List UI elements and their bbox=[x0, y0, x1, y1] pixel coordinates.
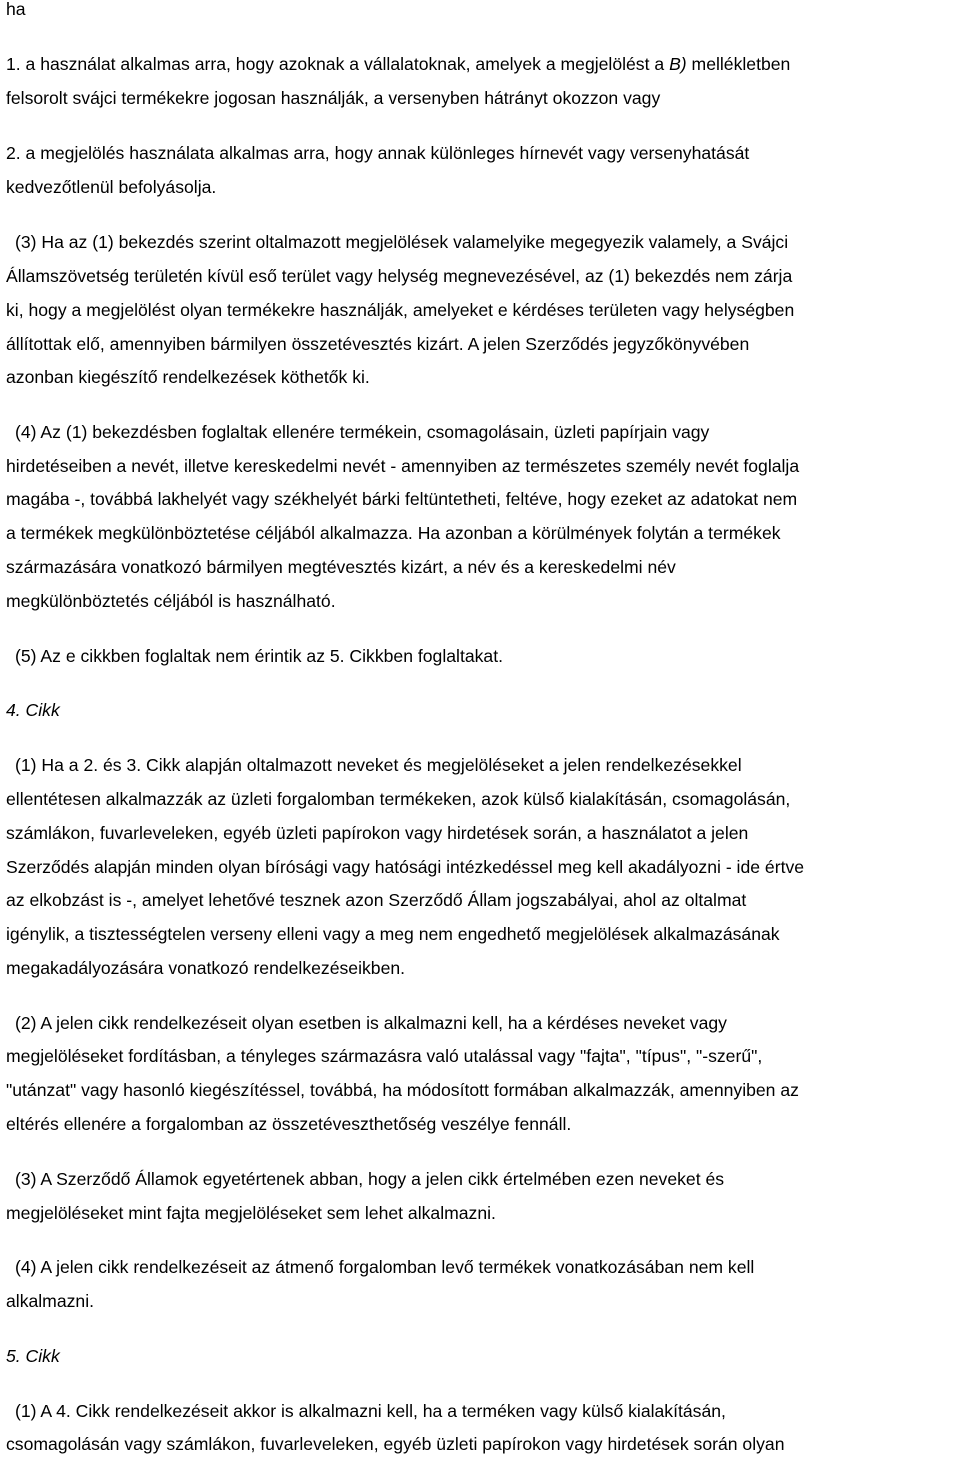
text-line: Államszövetség területén kívül eső terület vagy helység megnevezésével, az (1) bekezdés nem zárja bbox=[6, 266, 793, 286]
text-line: hirdetéseiben a nevét, illetve kereskedelmi nevét - amennyiben az természetes személy nevét foglalja bbox=[6, 456, 800, 476]
text-line: "utánzat" vagy hasonló kiegészítéssel, továbbá, ha módosított formában alkalmazzák, amennyiben az bbox=[6, 1080, 799, 1100]
text-line: Szerződés alapján minden olyan bírósági vagy hatósági intézkedéssel meg kell akadályozni - ide értve bbox=[6, 857, 805, 877]
text-line: ellentétesen alkalmazzák az üzleti forgalomban termékeken, azok külső kialakításán, csomagolásán, bbox=[6, 789, 791, 809]
text-line: származására vonatkozó bármilyen megtévesztés kizárt, a név és a kereskedelmi név bbox=[6, 557, 676, 577]
list-item-1-text-end: mellékletben bbox=[686, 54, 791, 74]
annex-reference: B) bbox=[669, 54, 687, 74]
text-line: azonban kiegészítő rendelkezések köthetők ki. bbox=[6, 367, 370, 387]
text-line: igénylik, a tisztességtelen verseny elleni vagy a meg nem engedhető megjelölések alkalmazásának bbox=[6, 924, 780, 944]
article-4-paragraph-1-start: (1) Ha a 2. és 3. Cikk alapján oltalmazott neveket és megjelöléseket a jelen rendelkezésekkel bbox=[15, 755, 742, 775]
text-line: csomagolásán vagy számlákon, fuvarleveleken, egyéb üzleti papírokon vagy hirdetések során olyan bbox=[6, 1434, 785, 1454]
text-line: ki, hogy a megjelölést olyan termékekre használják, amelyeket e kérdéses területen vagy helységben bbox=[6, 300, 795, 320]
paragraph-3-start: (3) Ha az (1) bekezdés szerint oltalmazott megjelölések valamelyike megegyezik valamely, a Svájci bbox=[15, 232, 789, 252]
article-4-paragraph-2-start: (2) A jelen cikk rendelkezéseit olyan esetben is alkalmazni kell, ha a kérdéses neveket vagy bbox=[15, 1013, 727, 1033]
text-line: a termékek megkülönböztetése céljából alkalmazza. Ha azonban a körülmények folytán a termékek bbox=[6, 523, 781, 543]
text-line: eltérés ellenére a forgalomban az összetéveszthetőség veszélye fennáll. bbox=[6, 1114, 572, 1134]
text-line: megakadályozására vonatkozó rendelkezéseikben. bbox=[6, 958, 406, 978]
text-line: kedvezőtlenül befolyásolja. bbox=[6, 177, 217, 197]
text-line: számlákon, fuvarleveleken, egyéb üzleti papírokon vagy hirdetések során, a használatot a jelen bbox=[6, 823, 749, 843]
article-5-heading: 5. Cikk bbox=[6, 1346, 60, 1366]
text-line: alkalmazni. bbox=[6, 1291, 95, 1311]
article-5-paragraph-1-start: (1) A 4. Cikk rendelkezéseit akkor is alkalmazni kell, ha a terméken vagy külső kialakításán, bbox=[15, 1401, 726, 1421]
list-item-1-text: 1. a használat alkalmas arra, hogy azoknak a vállalatoknak, amelyek a megjelölést a bbox=[6, 54, 670, 74]
paragraph-4-start: (4) Az (1) bekezdésben foglaltak ellenére termékein, csomagolásain, üzleti papírjain vagy bbox=[15, 422, 710, 442]
text-line: megjelöléseket mint fajta megjelöléseket sem lehet alkalmazni. bbox=[6, 1203, 496, 1223]
text-line: magába -, továbbá lakhelyét vagy székhelyét bárki feltüntetheti, feltéve, hogy ezeket az adatokat nem bbox=[6, 489, 798, 509]
list-item-2: 2. a megjelölés használata alkalmas arra, hogy annak különleges hírnevét vagy versenyhatását bbox=[6, 143, 750, 163]
text-line: állítottak elő, amennyiben bármilyen összetévesztés kizárt. A jelen Szerződés jegyzőkönyvében bbox=[6, 334, 750, 354]
article-4-heading: 4. Cikk bbox=[6, 700, 60, 720]
text-line: felsorolt svájci termékekre jogosan használják, a versenyben hátrányt okozzon vagy bbox=[6, 88, 661, 108]
list-item-1 bbox=[6, 53, 790, 75]
article-4-paragraph-4-start: (4) A jelen cikk rendelkezéseit az átmenő forgalomban levő termékek vonatkozásában nem kell bbox=[15, 1257, 755, 1277]
paragraph-5: (5) Az e cikkben foglaltak nem érintik az 5. Cikkben foglaltakat. bbox=[15, 646, 503, 666]
text-line: az elkobzást is -, amelyet lehetővé tesznek azon Szerződő Állam jogszabályai, ahol az oltalmat bbox=[6, 890, 747, 910]
text-line: megjelöléseket fordításban, a tényleges származásra való utalással vagy "fajta", "típus", "-szerű", bbox=[6, 1046, 763, 1066]
text-line: megkülönböztetés céljából is használható. bbox=[6, 591, 336, 611]
article-4-paragraph-3-start: (3) A Szerződő Államok egyetértenek abban, hogy a jelen cikk értelmében ezen neveket és bbox=[15, 1169, 725, 1189]
text-line-fragment: ha bbox=[6, 0, 26, 19]
